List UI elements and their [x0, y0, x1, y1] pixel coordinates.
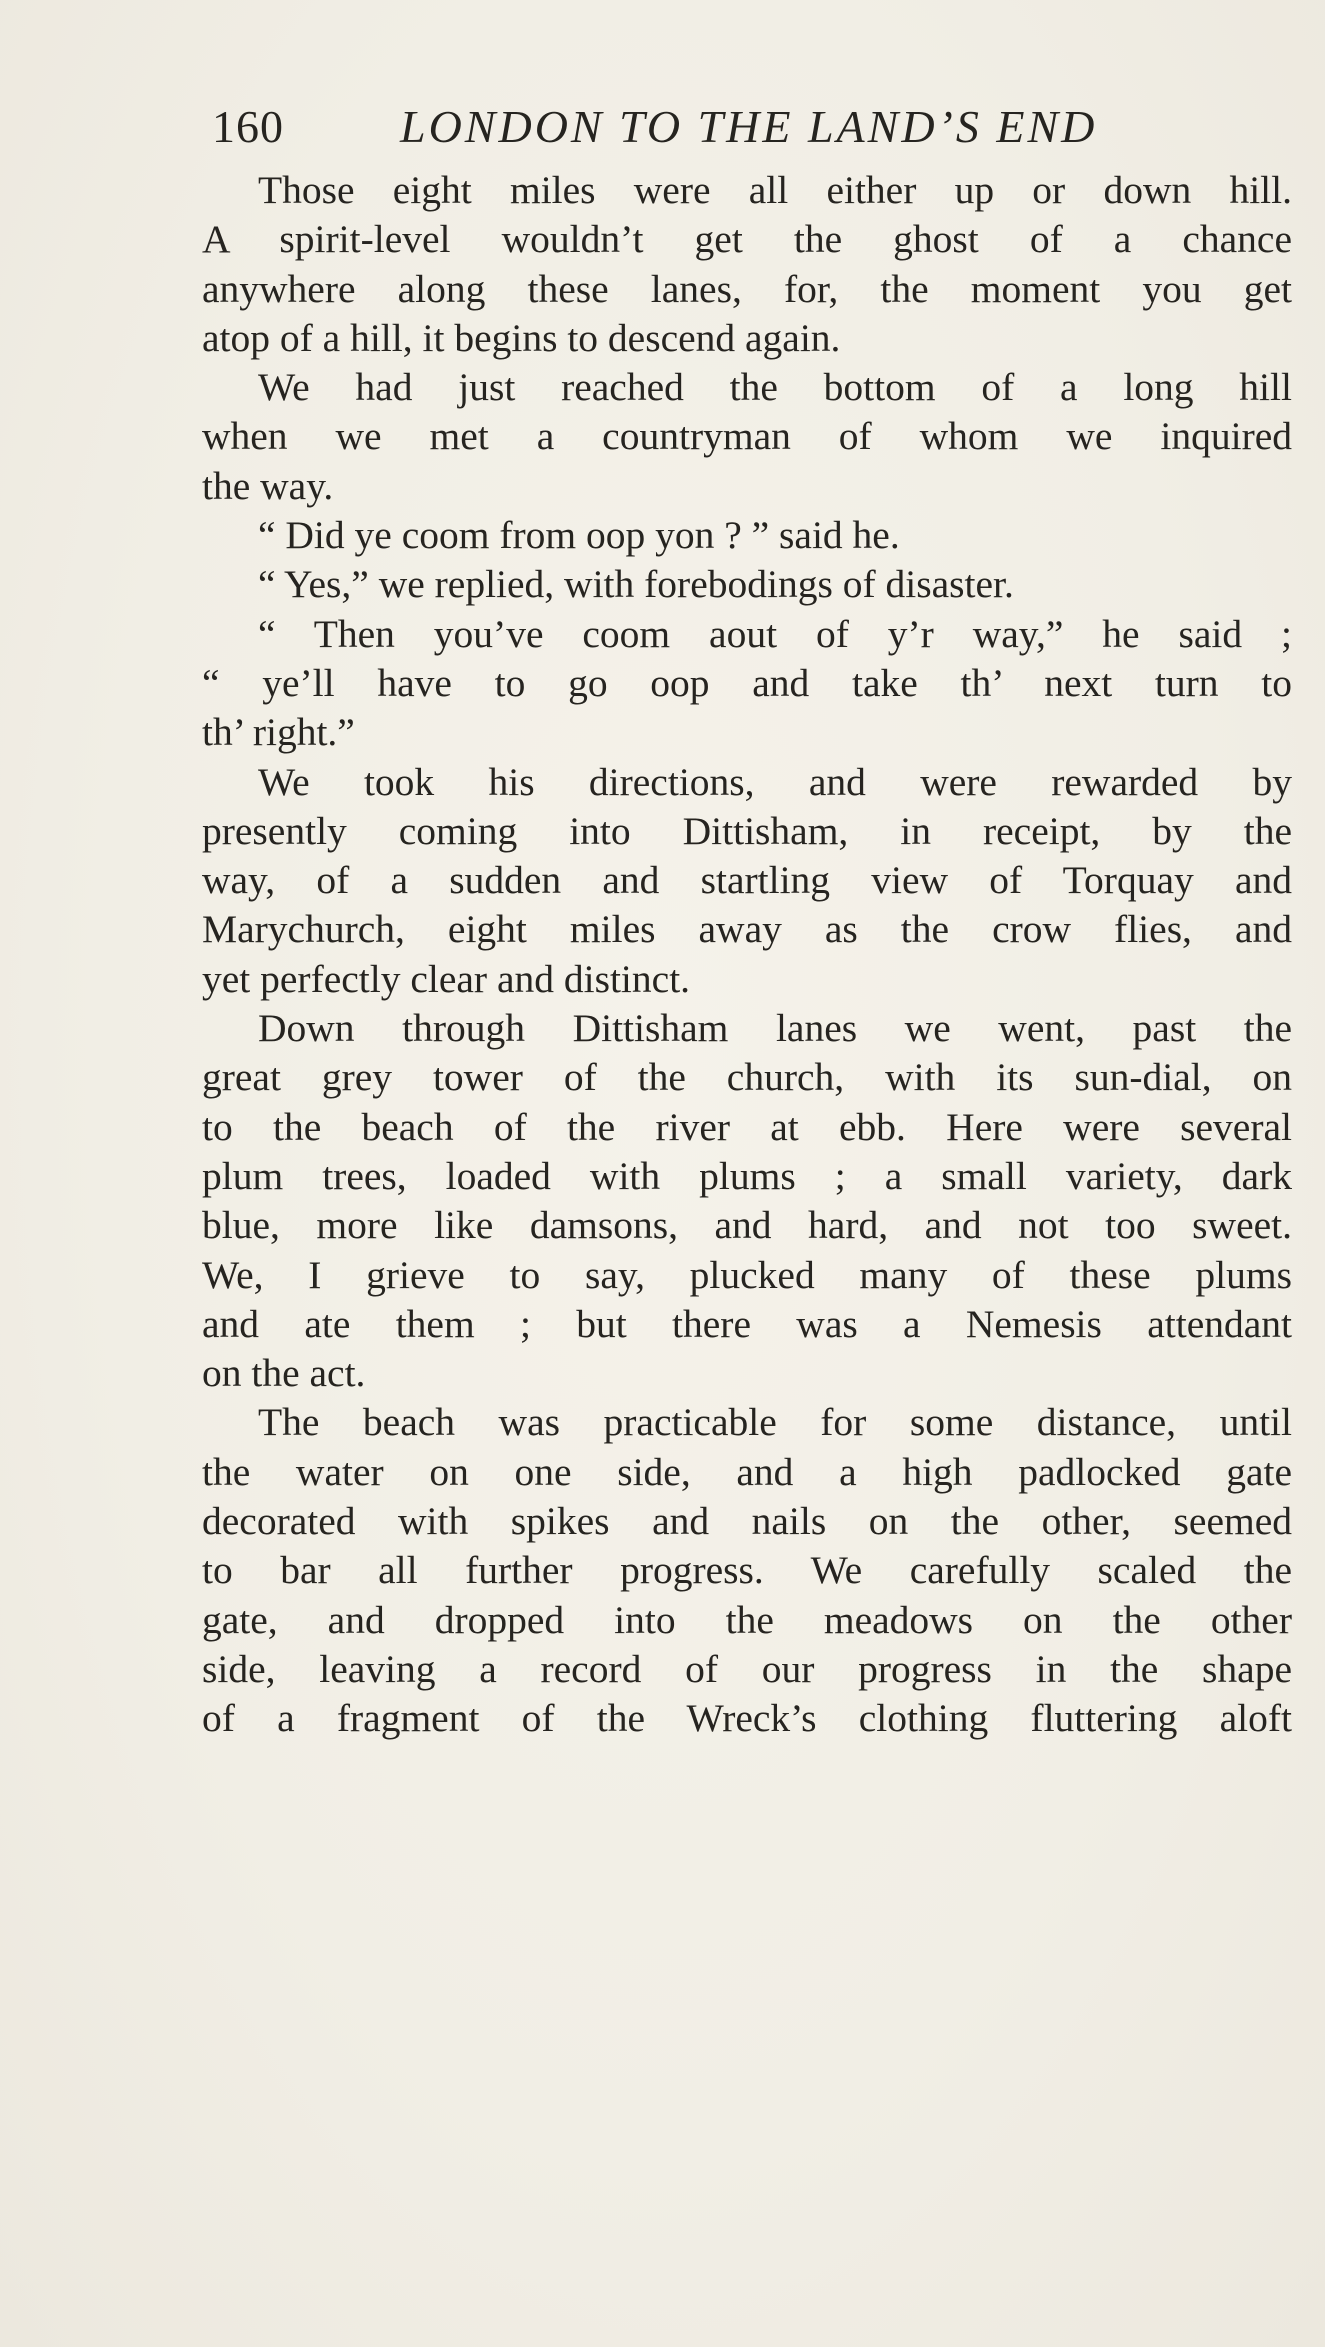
text-line: way, of a sudden and startling view of Torquay and: [202, 858, 1292, 903]
text-line: “ ye’ll have to go oop and take th’ next turn to: [202, 660, 1292, 705]
text-line: to bar all further progress. We carefully scaled the: [202, 1548, 1292, 1593]
text-line: Marychurch, eight miles away as the crow flies, and: [202, 907, 1292, 952]
running-title: LONDON TO THE LAND’S END: [400, 101, 1098, 152]
text-line: th’ right.”: [202, 710, 355, 755]
text-line: We, I grieve to say, plucked many of these plums: [202, 1252, 1292, 1297]
text-line: on the act.: [202, 1351, 366, 1396]
text-line: atop of a hill, it begins to descend again.: [202, 315, 841, 360]
text-line: decorated with spikes and nails on the other, seemed: [202, 1499, 1292, 1544]
text-line: when we met a countryman of whom we inquired: [202, 414, 1292, 459]
text-line: Those eight miles were all either up or down hill.: [258, 168, 1292, 212]
text-line: anywhere along these lanes, for, the moment you get: [202, 266, 1292, 311]
text-line: of a fragment of the Wreck’s clothing fluttering aloft: [202, 1696, 1292, 1741]
text-line: A spirit-level wouldn’t get the ghost of a chance: [202, 217, 1292, 262]
text-line: The beach was practicable for some distance, until: [258, 1400, 1292, 1445]
text-line: plum trees, loaded with plums ; a small variety, dark: [202, 1153, 1292, 1198]
text-line: “ Yes,” we replied, with forebodings of disaster.: [258, 562, 1014, 607]
text-line: blue, more like damsons, and hard, and not too sweet.: [202, 1203, 1292, 1248]
text-line: presently coming into Dittisham, in receipt, by the: [202, 808, 1292, 853]
page-number: 160: [212, 101, 284, 152]
text-line: We took his directions, and were rewarded by: [258, 759, 1292, 804]
text-line: We had just reached the bottom of a long hill: [258, 365, 1292, 410]
text-line: yet perfectly clear and distinct.: [202, 956, 691, 1001]
text-line: “ Did ye coom from oop yon ? ” said he.: [258, 513, 900, 558]
text-line: and ate them ; but there was a Nemesis attendant: [202, 1301, 1292, 1346]
text-line: side, leaving a record of our progress in the shape: [202, 1646, 1292, 1691]
text-line: the way.: [202, 463, 334, 508]
text-line: Down through Dittisham lanes we went, past the: [258, 1006, 1292, 1051]
body-text: [202, 166, 1292, 1744]
text-line: gate, and dropped into the meadows on the other: [202, 1597, 1292, 1642]
text-line: to the beach of the river at ebb. Here were several: [202, 1104, 1292, 1149]
running-head: [200, 96, 1120, 166]
text-line: great grey tower of the church, with its sun-dial, on: [202, 1055, 1292, 1100]
text-line: “ Then you’ve coom aout of y’r way,” he said ;: [258, 611, 1292, 656]
text-line: the water on one side, and a high padlocked gate: [202, 1449, 1292, 1494]
